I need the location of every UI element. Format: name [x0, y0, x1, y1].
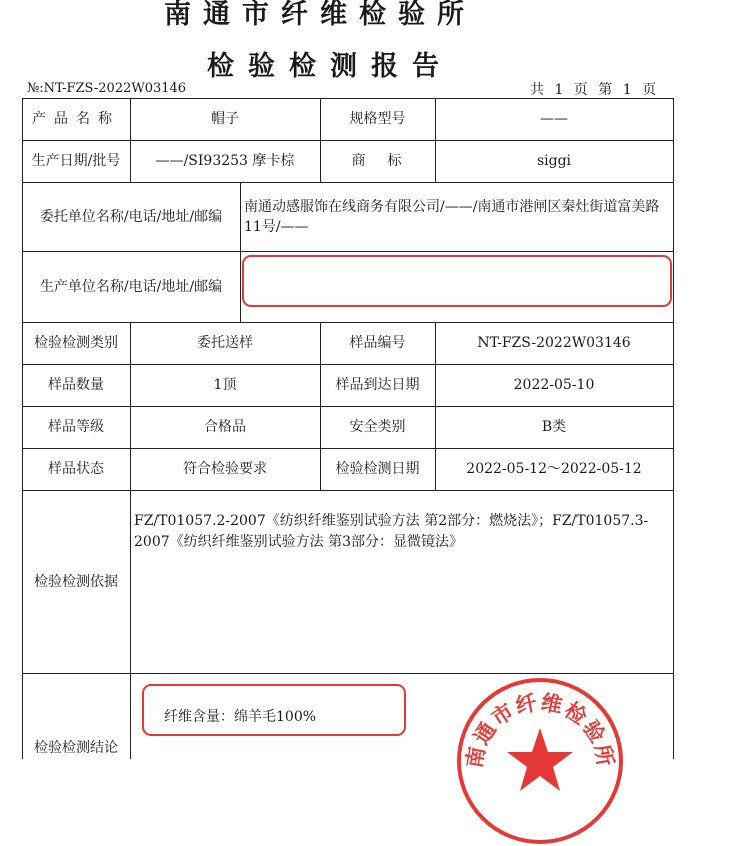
quantity-label: 样品数量: [48, 377, 104, 393]
conclusion-value: 纤维含量：绵羊毛100%: [164, 709, 317, 725]
test-date-value: 2022-05-12～2022-05-12: [466, 461, 642, 477]
sample-no-label: 样品编号: [349, 335, 406, 351]
brand-value: siggi: [536, 153, 572, 169]
arrival-label: 样品到达日期: [335, 377, 420, 393]
brand-label: 商标: [351, 153, 424, 169]
report-number: №:NT-FZS-2022W03146: [27, 81, 187, 96]
test-type-value: 委托送样: [197, 335, 253, 351]
safety-value: B类: [541, 419, 567, 435]
seal-star-icon: [507, 728, 573, 791]
institute-name: 南通市纤维检验所: [164, 0, 476, 30]
test-type-label: 检验检测类别: [34, 335, 118, 351]
client-label: 委托单位名称/电话/地址/邮编: [39, 208, 223, 225]
sample-no-value: NT-FZS-2022W03146: [477, 335, 631, 351]
state-label: 样品状态: [48, 461, 104, 477]
conclusion-label: 检验检测结论: [34, 740, 118, 756]
grade-value: 合格品: [204, 419, 246, 435]
grid-line: [22, 673, 673, 674]
report-title: 检验检测报告: [207, 51, 453, 82]
product-name-label: 产品名称: [32, 111, 120, 127]
basis-label: 检验检测依据: [34, 573, 118, 590]
quantity-value: 1顶: [213, 377, 237, 393]
highlight-box: [242, 255, 672, 307]
page-info: 共 1 页 第 1 页: [530, 82, 660, 98]
official-seal-icon: [455, 676, 625, 846]
date-batch-value: ——/SI93253 摩卡棕: [155, 153, 295, 169]
producer-label: 生产单位名称/电话/地址/邮编: [39, 278, 223, 295]
spec-label: 规格型号: [349, 111, 406, 127]
spec-value: ——: [540, 111, 568, 127]
product-name-value: 帽子: [211, 111, 239, 127]
basis-value: FZ/T01057.2-2007《纺织纤维鉴别试验方法 第2部分：燃烧法》；FZ/T01057.3-2007《纺织纤维鉴别试验方法 第3部分：显微镜法》: [134, 513, 649, 550]
test-date-label: 检验检测日期: [335, 461, 420, 477]
arrival-value: 2022-05-10: [513, 377, 595, 393]
grid-line: [673, 98, 674, 759]
seal-text: 南通市纤维检验所: [462, 690, 618, 770]
grid-line: [240, 182, 241, 322]
grade-label: 样品等级: [48, 419, 104, 435]
client-value: 南通动感服饰在线商务有限公司/——/南通市港闸区秦灶街道富美路11号/——: [244, 198, 660, 235]
safety-label: 安全类别: [349, 419, 406, 435]
date-batch-label: 生产日期/批号: [31, 153, 121, 169]
state-value: 符合检验要求: [183, 461, 267, 477]
